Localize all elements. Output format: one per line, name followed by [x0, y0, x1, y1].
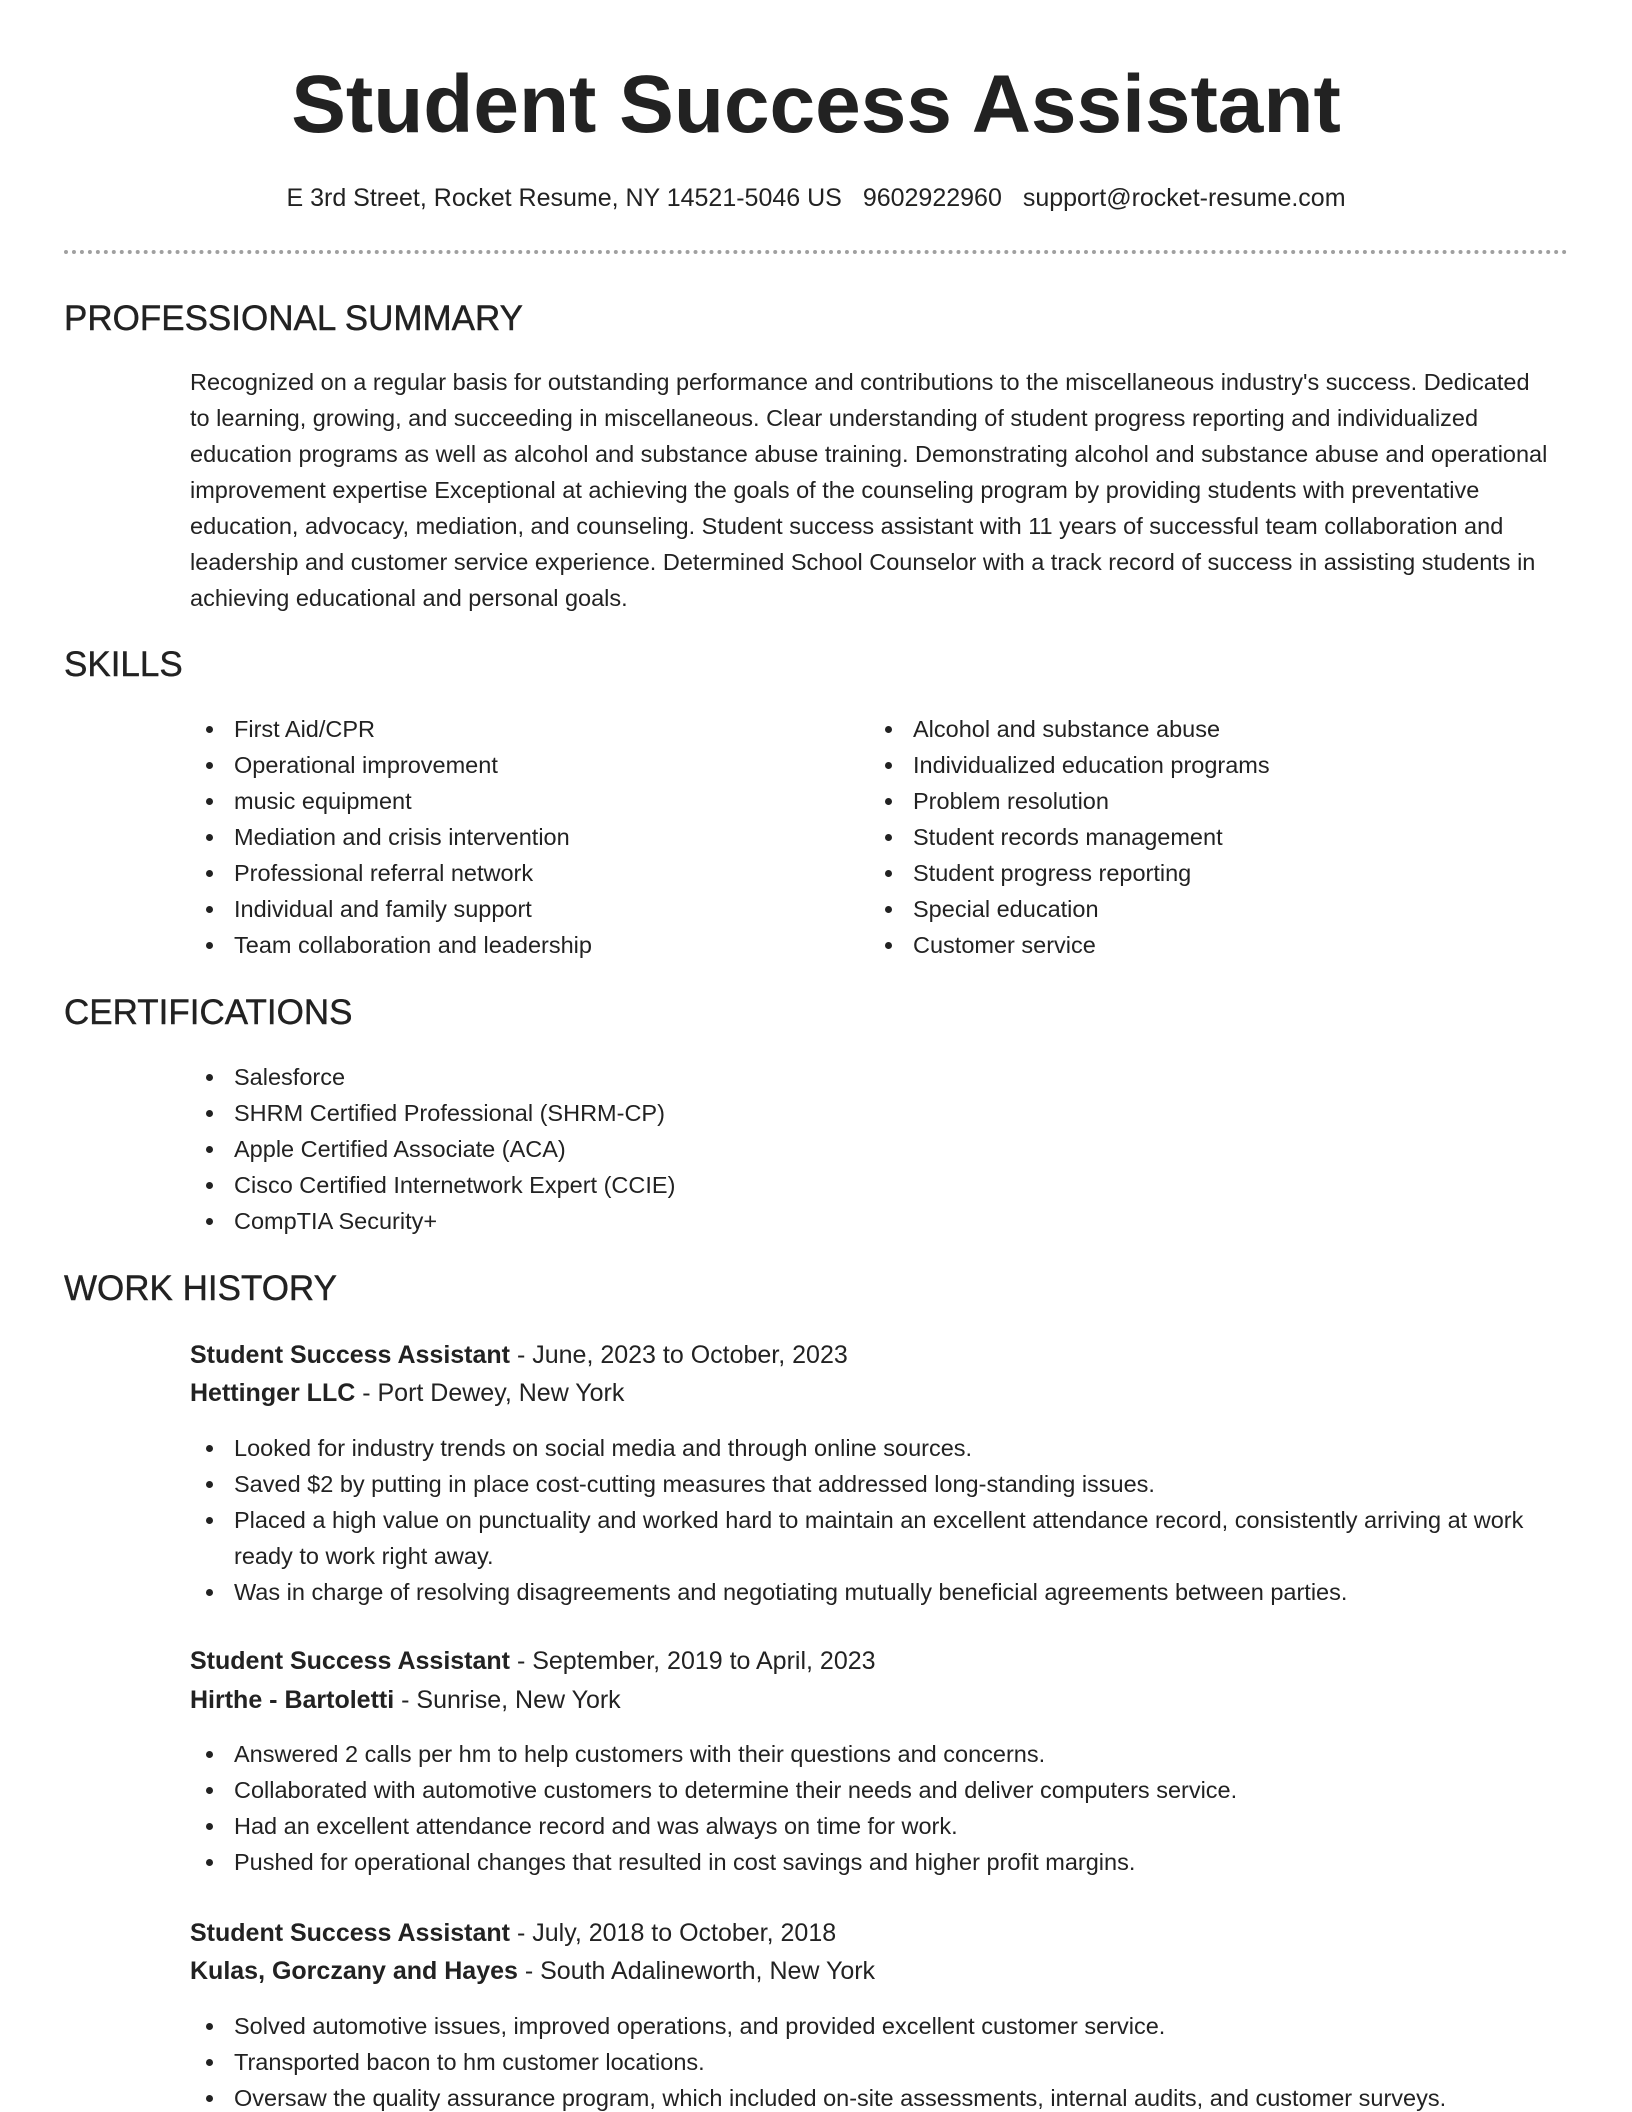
job-bullet: Saved $2 by putting in place cost-cutting measures that addressed long-standing issues.	[190, 1466, 1550, 1502]
job-bullets	[190, 1430, 1550, 1610]
job-company: Hettinger LLC	[190, 1379, 356, 1407]
skill-item: First Aid/CPR	[190, 711, 830, 747]
contact-line	[0, 180, 1632, 216]
job-bullet: Was in charge of resolving disagreements and negotiating mutually beneficial agreements between parties.	[190, 1574, 1550, 1610]
job-dates: - July, 2018 to October, 2018	[510, 1919, 837, 1947]
skills-list-left	[190, 711, 830, 963]
job-company-line	[190, 1374, 624, 1412]
skills-list-right	[869, 711, 1549, 963]
job-location: - South Adalineworth, New York	[517, 1957, 876, 1985]
skill-item: Operational improvement	[190, 747, 830, 783]
skill-item: Individual and family support	[190, 891, 830, 927]
job-company-line	[190, 1681, 621, 1719]
skill-item: Student records management	[869, 819, 1549, 855]
skill-item: Team collaboration and leadership	[190, 927, 830, 963]
work-history-heading: WORK HISTORY	[64, 1269, 337, 1308]
certification-item: Salesforce	[190, 1059, 1550, 1095]
job-title: Student Success Assistant	[190, 1647, 511, 1675]
contact-address: E 3rd Street, Rocket Resume, NY 14521-5046 US	[286, 184, 842, 212]
skill-item: Individualized education programs	[869, 747, 1549, 783]
job-bullets	[190, 1736, 1550, 1880]
job-title-line	[190, 1336, 848, 1374]
job-bullet: Had an excellent attendance record and was always on time for work.	[190, 1808, 1550, 1844]
certification-item: Apple Certified Associate (ACA)	[190, 1131, 1550, 1167]
certification-item: Cisco Certified Internetwork Expert (CCIE)	[190, 1167, 1550, 1203]
job-bullet: Transported bacon to hm customer locations.	[190, 2044, 1550, 2080]
skill-item: Customer service	[869, 927, 1549, 963]
summary-heading: PROFESSIONAL SUMMARY	[64, 299, 523, 338]
job-bullet: Collaborated with automotive customers to determine their needs and deliver computers service.	[190, 1772, 1550, 1808]
job-bullet: Placed a high value on punctuality and worked hard to maintain an excellent attendance record, consistently arriving at work ready to work right away.	[190, 1502, 1550, 1574]
job-location: - Port Dewey, New York	[355, 1379, 625, 1407]
summary-text: Recognized on a regular basis for outstanding performance and contributions to the miscellaneous industry's success. Dedicated to learning, growing, and succeeding in miscellaneous. Clear understanding of student progress reporting and individualized education programs as well as alcohol and substance abuse training. Demonstrating alcohol and substance abuse and operational improvement expertise Exceptional at achieving the goals of the counseling program by providing students with preventative education, advocacy, mediation, and counseling. Student success assistant with 11 years of successful team collaboration and leadership and customer service experience. Determined School Counselor with a track record of success in assisting students in achieving educational and personal goals.	[190, 369, 1548, 611]
job-title-line	[190, 1914, 836, 1952]
resume-name-heading: Student Success Assistant	[291, 59, 1341, 150]
skill-item: Mediation and crisis intervention	[190, 819, 830, 855]
skill-item: Special education	[869, 891, 1549, 927]
job-location: - Sunrise, New York	[394, 1686, 621, 1714]
skill-item: Student progress reporting	[869, 855, 1549, 891]
certifications-heading: CERTIFICATIONS	[64, 993, 353, 1032]
job-bullet: Oversaw the quality assurance program, which included on-site assessments, internal audits, and customer surveys.	[190, 2080, 1550, 2112]
certifications-list	[190, 1059, 1550, 1239]
skills-heading: SKILLS	[64, 645, 183, 684]
skill-item: Alcohol and substance abuse	[869, 711, 1549, 747]
header-divider	[64, 250, 1568, 254]
job-dates: - September, 2019 to April, 2023	[510, 1647, 876, 1675]
skill-item: Problem resolution	[869, 783, 1549, 819]
job-title-line	[190, 1642, 876, 1680]
job-dates: - June, 2023 to October, 2023	[510, 1341, 848, 1369]
job-bullet: Looked for industry trends on social media and through online sources.	[190, 1430, 1550, 1466]
job-company: Kulas, Gorczany and Hayes	[190, 1957, 518, 1985]
contact-email: support@rocket-resume.com	[1022, 184, 1346, 212]
job-bullet: Solved automotive issues, improved operations, and provided excellent customer service.	[190, 2008, 1550, 2044]
certification-item: CompTIA Security+	[190, 1203, 1550, 1239]
job-company: Hirthe - Bartoletti	[190, 1686, 395, 1714]
job-title: Student Success Assistant	[190, 1919, 511, 1947]
certification-item: SHRM Certified Professional (SHRM-CP)	[190, 1095, 1550, 1131]
job-bullet: Pushed for operational changes that resulted in cost savings and higher profit margins.	[190, 1844, 1550, 1880]
job-bullets	[190, 2008, 1550, 2112]
skill-item: Professional referral network	[190, 855, 830, 891]
skill-item: music equipment	[190, 783, 830, 819]
job-title: Student Success Assistant	[190, 1341, 511, 1369]
contact-phone: 9602922960	[862, 184, 1002, 212]
job-company-line	[190, 1952, 875, 1990]
job-bullet: Answered 2 calls per hm to help customers with their questions and concerns.	[190, 1736, 1550, 1772]
